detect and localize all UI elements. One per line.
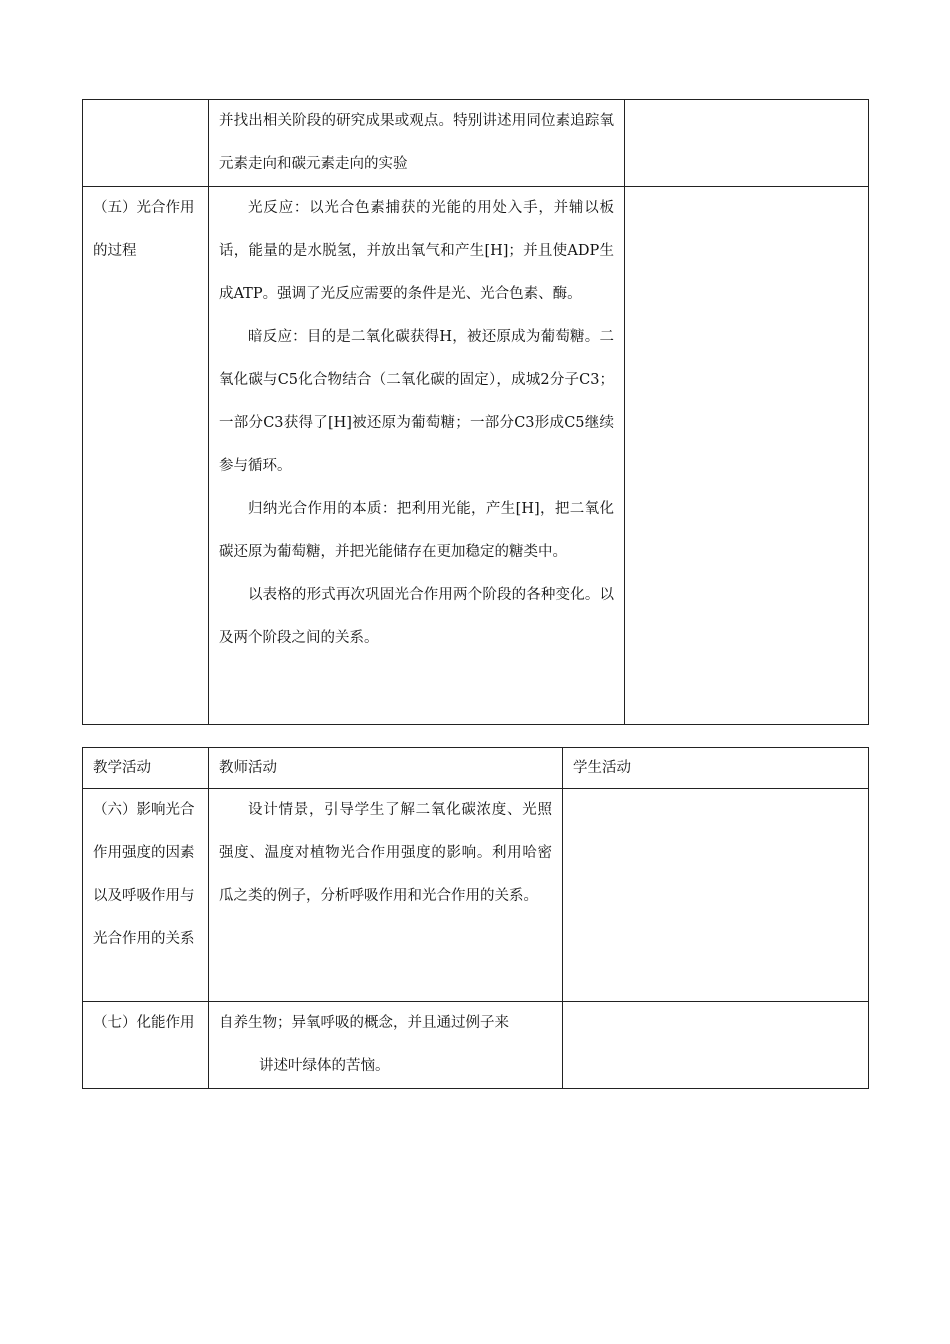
table-row — [83, 100, 869, 187]
topic-cell: （五）光合作用的过程 — [83, 187, 209, 725]
header-teaching-activity: 教学活动 — [83, 748, 209, 789]
table-row — [83, 789, 869, 1002]
summary-paragraph: 归纳光合作用的本质：把利用光能，产生[H]，把二氧化碳还原为葡萄糖，并把光能储存在更加稳定的糖类中。 — [219, 501, 614, 560]
topic-cell — [83, 100, 209, 187]
student-activity-cell — [625, 187, 869, 725]
dark-reaction-paragraph: 暗反应：目的是二氧化碳获得H，被还原成为葡萄糖。二氧化碳与C5化合物结合（二氧化碳的固定），成城2分子C3；一部分C3获得了[H]被还原为葡萄糖；一部分C3形成C5继续参与循环。 — [219, 329, 614, 474]
header-teacher-activity: 教师活动 — [209, 748, 563, 789]
teacher-activity-cell — [209, 1002, 563, 1089]
lesson-table-continued — [82, 99, 869, 725]
header-student-activity: 学生活动 — [563, 748, 869, 789]
topic-cell: （六）影响光合作用强度的因素以及呼吸作用与光合作用的关系 — [83, 789, 209, 1002]
paragraph-line: 自养生物；异氧呼吸的概念，并且通过例子来 — [219, 1015, 509, 1031]
student-activity-cell — [563, 1002, 869, 1089]
teacher-activity-cell — [209, 789, 563, 1002]
review-paragraph: 以表格的形式再次巩固光合作用两个阶段的各种变化。以及两个阶段之间的关系。 — [219, 587, 614, 646]
table-row — [83, 187, 869, 725]
light-reaction-paragraph: 光反应：以光合色素捕获的光能的用处入手，并辅以板话，能量的是水脱氢，并放出氧气和产生[H]；并且使ADP生成ATP。强调了光反应需要的条件是光、光合色素、酶。 — [219, 200, 614, 302]
teacher-activity-cell — [209, 187, 625, 725]
student-activity-cell — [625, 100, 869, 187]
student-activity-cell — [563, 789, 869, 1002]
paragraph: 并找出相关阶段的研究成果或观点。特别讲述用同位素追踪氧元素走向和碳元素走向的实验 — [219, 113, 614, 172]
lesson-table — [82, 747, 869, 1089]
topic-cell: （七）化能作用 — [83, 1002, 209, 1089]
teacher-activity-cell — [209, 100, 625, 187]
table-header-row — [83, 748, 869, 789]
paragraph: 设计情景，引导学生了解二氧化碳浓度、光照强度、温度对植物光合作用强度的影响。利用哈密瓜之类的例子，分析呼吸作用和光合作用的关系。 — [219, 802, 552, 904]
paragraph-line: 讲述叶绿体的苦恼。 — [259, 1058, 390, 1074]
table-row — [83, 1002, 869, 1089]
